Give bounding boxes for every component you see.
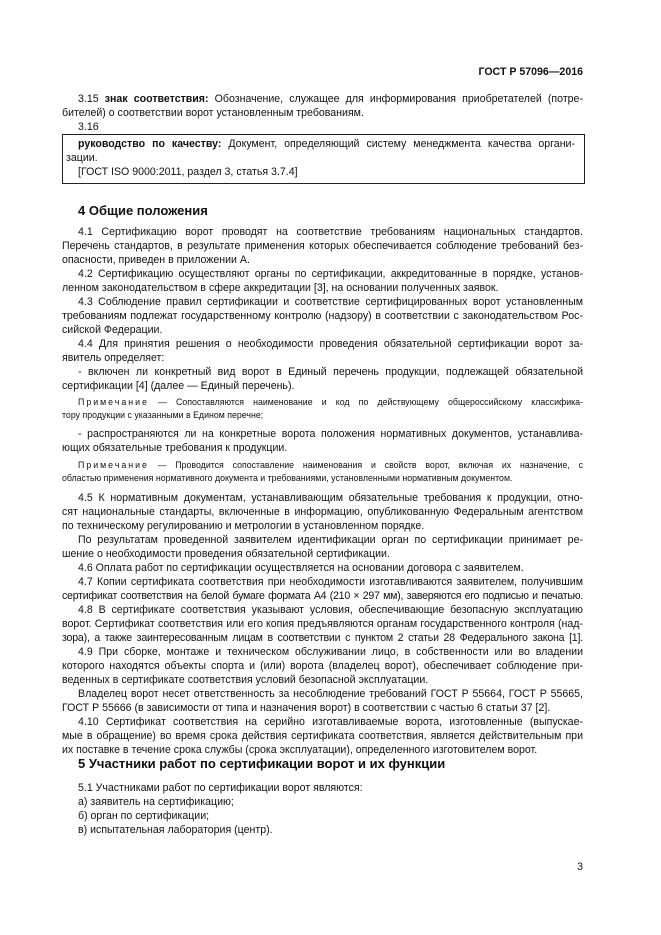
- section-4-title: 4 Общие положения: [78, 203, 208, 218]
- paragraph-line: 4.8 В сертификате соответствия указывают условия, обеспечивающие безопасную эксплуатацию: [78, 604, 583, 616]
- paragraph-line: По результатам проведенной заявителем идентификации орган по сертификации принимает ре-: [78, 534, 583, 546]
- paragraph-line: ворот. Сертификат соответствия или его копия предъявляются органам государственного контроля (над-: [62, 618, 583, 630]
- paragraph-line: ющих обязательные требования к продукции.: [62, 442, 288, 454]
- definition-text: Документ, определяющий систему менеджмента качества органи-: [228, 138, 575, 150]
- note-1-line-1: [78, 396, 583, 409]
- paragraph-line: опасности, приведен в приложении А.: [62, 254, 250, 266]
- paragraph-line: 4.4 Для принятия решения о необходимости проведения обязательной сертификации ворот за-: [78, 338, 583, 350]
- paragraph-line: 4.9 При сборке, монтаже и техническом обслуживании лицо, в собственности или во владении: [78, 646, 583, 658]
- paragraph-line: 4.10 Сертификат соответствия на серийно изготавливаемые ворота, изготовленные (выпускае-: [78, 716, 583, 728]
- page-number: 3: [577, 861, 583, 873]
- note-text: — Сопоставляются наименование и код по действующему общероссийскому классифика-: [158, 397, 583, 407]
- paragraph-line: требованиям подлежат государственному контролю (надзору) в соответствии с законодательством Рос-: [62, 310, 583, 322]
- clause-3-15-line-2: бителей) о соответствии ворот установленным требованиям.: [62, 107, 364, 119]
- list-intro: 5.1 Участниками работ по сертификации ворот являются:: [78, 782, 363, 794]
- paragraph-line: которого находятся объекты спорта и (или) ворота (владелец ворот), обеспечивает соблюдение при-: [62, 660, 583, 672]
- paragraph-line: их поставке в течение срока службы (срока эксплуатации), определенного изготовителем ворот.: [62, 744, 538, 756]
- document-code: ГОСТ Р 57096—2016: [478, 66, 583, 78]
- note-label: Примечание: [78, 460, 149, 470]
- clause-3-16-number: 3.16: [78, 121, 99, 133]
- paragraph-line: 4.5 К нормативным документам, устанавливающим обязательные требования к продукции, отно-: [78, 492, 583, 504]
- paragraph-line: Владелец ворот несет ответственность за несоблюдение требований ГОСТ Р 55664, ГОСТ Р 55665,: [78, 688, 583, 700]
- paragraph-line: 4.6 Оплата работ по сертификации осуществляется на основании договора с заявителем.: [78, 562, 524, 574]
- paragraph-line: мые в обращение) во время срока действия сертификата соответствия, является действительным при: [62, 730, 583, 742]
- clause-3-15-line-1: [78, 92, 583, 106]
- term: знак соответствия:: [104, 93, 209, 105]
- paragraph-line: зора), а также заинтересованным лицам в соответствии с пунктом 2 статьи 28 Федерального закона [1].: [62, 632, 583, 644]
- paragraph-line: сертификат соответствия на белой бумаге формата А4 (210 × 297 мм), заверяются его подписью и печатью.: [62, 590, 583, 602]
- paragraph-line: сертификации [4] (далее — Единый перечень).: [62, 380, 295, 392]
- paragraph-line: 4.2 Сертификацию осуществляют органы по сертификации, аккредитованные в порядке, установ-: [78, 268, 583, 280]
- section-5-title: 5 Участники работ по сертификации ворот и их функции: [78, 756, 446, 771]
- clause-number: 3.15: [78, 93, 99, 105]
- paragraph-line: сят национальные стандарты, включенные в информацию, опубликованную Федеральным агентством: [62, 506, 583, 518]
- paragraph-line: по техническому регулированию и метрологии в установленном порядке.: [62, 520, 425, 532]
- paragraph-line: ГОСТ Р 55666 (в зависимости от типа и назначения ворот) в соответствии с частью 6 статьи 37 [2].: [62, 702, 551, 714]
- paragraph-line: явитель определяет:: [62, 352, 165, 364]
- note-text: — Проводится сопоставление наименования и свойств ворот, включая их назначение, с: [157, 460, 583, 470]
- definition-text: Обозначение, служащее для информирования приобретателей (потре-: [214, 93, 583, 105]
- box-line-2: зации.: [66, 152, 98, 164]
- list-item: б) орган по сертификации;: [78, 810, 210, 822]
- paragraph-line: 4.1 Сертификацию ворот проводят на соответствие требованиям национальных стандартов.: [78, 226, 583, 238]
- note-2-line-2: областью применения нормативного документа и требованиями, установленными нормативным документом.: [62, 473, 513, 483]
- list-item: в) испытательная лаборатория (центр).: [78, 824, 273, 836]
- paragraph-line: шение о необходимости проведения обязательной сертификации.: [62, 548, 390, 560]
- list-item: а) заявитель на сертификацию;: [78, 796, 234, 808]
- note-1-line-2: тору продукции с указанными в Едином перечне;: [62, 410, 264, 420]
- paragraph-line: веденных в сертификате соответствия условий безопасной эксплуатации.: [62, 674, 429, 686]
- paragraph-line: - распространяются ли на конкретные ворота положения нормативных документов, устанавлива-: [78, 428, 583, 440]
- paragraph-line: Перечень стандартов, в результате применения которых обеспечивается соблюдение требований без-: [62, 240, 583, 252]
- box-line-1: [78, 137, 575, 151]
- paragraph-line: 4.3 Соблюдение правил сертификации и соответствие сертифицированных ворот установленным: [78, 296, 583, 308]
- note-label: Примечание: [78, 397, 149, 407]
- paragraph-line: - включен ли конкретный вид ворот в Единый перечень продукции, подлежащей обязательной: [78, 366, 583, 378]
- box-reference: [ГОСТ ISO 9000:2011, раздел 3, статья 3.7.4]: [78, 166, 298, 178]
- paragraph-line: сийской Федерации.: [62, 324, 163, 336]
- paragraph-line: ленном законодательством в сфере аккредитации [3], на основании полученных заявок.: [62, 282, 499, 294]
- paragraph-line: 4.7 Копии сертификата соответствия при необходимости изготавливаются заявителем, получившим: [78, 576, 583, 588]
- term: руководство по качеству:: [78, 138, 222, 150]
- note-2-line-1: [78, 459, 583, 472]
